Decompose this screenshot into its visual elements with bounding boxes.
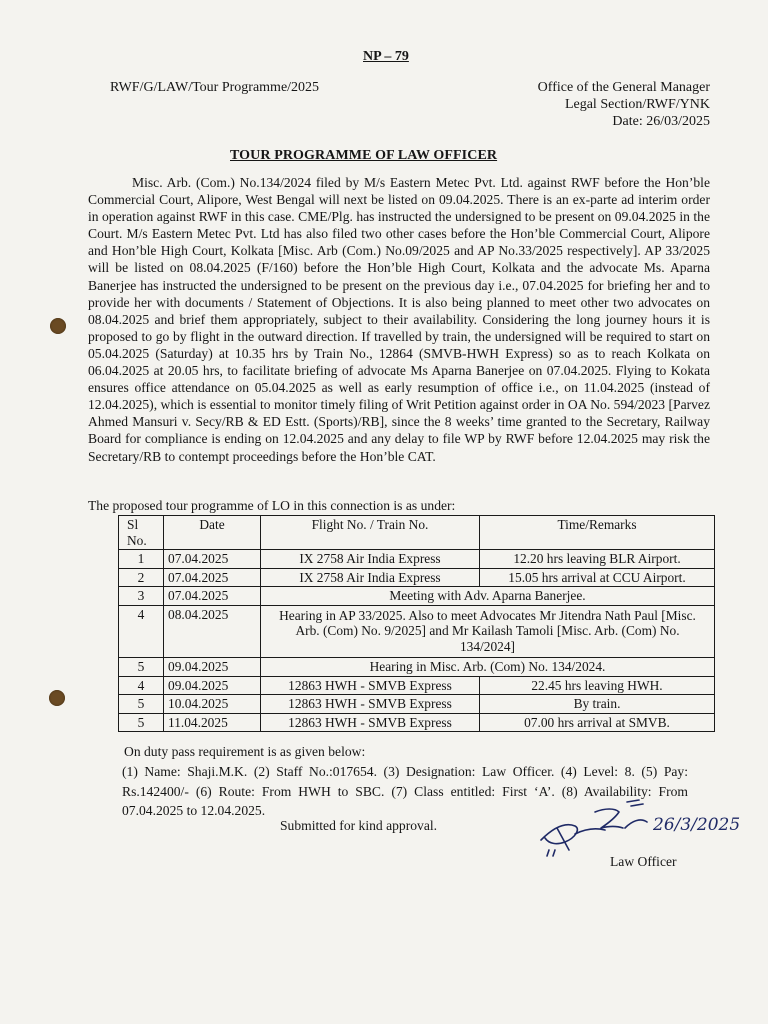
row-remarks: By train. [480, 695, 715, 714]
body-paragraph: Misc. Arb. (Com.) No.134/2024 filed by M/s Eastern Metec Pvt. Ltd. against RWF before the Hon’ble Commercial Court, Alipore, West Bengal will next be listed on 09.04.2025. There is an ex-parte ad interim order in operation against RWF in this case. CME/Plg. has instructed the undersigned to be present on 09.04.2025 in the Court. M/s Eastern Metec Pvt. Ltd has also filed two other cases before the Hon’ble Commercial Court, Alipore and Hon’ble High Court, Kolkata [Misc. Arb (Com.) No.09/2025 and AP No.33/2025 respectively]. AP 33/2025 will be listed on 08.04.2025 (F/160) before the Hon’ble High Court, Kolkata and the advocate Ms. Aparna Banerjee has instructed the undersigned to be present on the previous day i.e., 07.04.2025 for briefing her and to provide her with documents / Statement of Objections. It is also being planned to meet other two advocates on 08.04.2025 and brief them appropriately, subject to their availability. Considering the long journey hours it is proposed to go by flight in the outward direction. If travelled by train, the undersigned will be required to start on 05.04.2025 (Saturday) at 10.35 hrs by Train No., 12864 (SMVB-HWH Express) so as to reach Kolkata on 06.04.2025 at 20.05 hrs, to facilitate briefing of advocate Ms Aparna Banerjee on 07.04.2025. Flying to Kokata ensures office attendance on 05.04.2025 as well as early resumption of office i.e., on 11.04.2025 (instead of 12.04.2025), which is essential to monitor timely filing of Writ Petition against order in OA No. 594/2023 [Parvez Ahmed Mansuri v. Secy/RB & ED Estt. (Sports)/RB], since the 8 weeks’ time granted to the Secretary, Railway Board for compliance is ending on 12.04.2025 and any delay to file WP by RWF before 12.04.2025 may risk the Secretary/RB to contempt proceedings before the Hon’ble CAT. [88, 175, 710, 464]
row-sl: 5 [119, 713, 164, 732]
row-remarks: 07.00 hrs arrival at SMVB. [480, 713, 715, 732]
document-number: NP – 79 [363, 49, 409, 64]
table-intro: The proposed tour programme of LO in this connection is as under: [88, 498, 456, 513]
row-date: 08.04.2025 [164, 605, 261, 658]
row-sl: 3 [119, 587, 164, 606]
document-date: Date: 26/03/2025 [612, 114, 710, 129]
row-sl: 4 [119, 605, 164, 658]
row-flight: IX 2758 Air India Express [261, 550, 480, 569]
row-sl: 4 [119, 676, 164, 695]
row-merged-remarks: Meeting with Adv. Aparna Banerjee. [261, 587, 715, 606]
header-date: Date [164, 516, 261, 550]
table-row [119, 658, 715, 677]
header-flight: Flight No. / Train No. [261, 516, 480, 550]
table-row [119, 550, 715, 569]
row-flight: 12863 HWH - SMVB Express [261, 713, 480, 732]
office-address-block [538, 79, 710, 130]
row-remarks: 12.20 hrs leaving BLR Airport. [480, 550, 715, 569]
row-merged-remarks: Hearing in AP 33/2025. Also to meet Advocates Mr Jitendra Nath Paul [Misc. Arb. (Com) No. 9/2025] and Mr Kailash Tamoli [Misc. Arb. (Com) No. 134/2024] [261, 605, 715, 658]
row-merged-remarks: Hearing in Misc. Arb. (Com) No. 134/2024. [261, 658, 715, 677]
row-date: 09.04.2025 [164, 658, 261, 677]
table-row [119, 695, 715, 714]
row-date: 07.04.2025 [164, 587, 261, 606]
row-sl: 5 [119, 695, 164, 714]
row-date: 09.04.2025 [164, 676, 261, 695]
row-date: 11.04.2025 [164, 713, 261, 732]
row-flight: IX 2758 Air India Express [261, 568, 480, 587]
signer-designation: Law Officer [610, 854, 677, 869]
row-sl: 5 [119, 658, 164, 677]
file-reference: RWF/G/LAW/Tour Programme/2025 [110, 80, 320, 95]
row-flight: 12863 HWH - SMVB Express [261, 676, 480, 695]
table-row [119, 713, 715, 732]
tour-schedule-table [118, 515, 715, 732]
row-sl: 2 [119, 568, 164, 587]
row-date: 07.04.2025 [164, 568, 261, 587]
punch-hole [49, 690, 65, 706]
row-remarks: 15.05 hrs arrival at CCU Airport. [480, 568, 715, 587]
office-name: Office of the General Manager [537, 80, 710, 95]
office-section: Legal Section/RWF/YNK [564, 97, 710, 112]
submission-note: Submitted for kind approval. [280, 818, 438, 833]
header-sl: Sl No. [119, 516, 164, 550]
row-date: 07.04.2025 [164, 550, 261, 569]
duty-pass-heading: On duty pass requirement is as given below: [124, 744, 366, 759]
table-row [119, 605, 715, 658]
table-row [119, 568, 715, 587]
row-remarks: 22.45 hrs leaving HWH. [480, 676, 715, 695]
row-sl: 1 [119, 550, 164, 569]
row-flight: 12863 HWH - SMVB Express [261, 695, 480, 714]
document-title: TOUR PROGRAMME OF LAW OFFICER [230, 148, 498, 163]
signature-date: 26/3/2025 [653, 815, 741, 835]
table-header-row [119, 516, 715, 550]
duty-pass-details: (1) Name: Shaji.M.K. (2) Staff No.:017654. (3) Designation: Law Officer. (4) Level: 8. (5) Pay: Rs.142400/- (6) Route: From HWH to SBC. (7) Class entitled: First ‘A’. (8) Availability: From 07.04.2025 to 12.04.2025. [122, 764, 688, 818]
header-remarks: Time/Remarks [480, 516, 715, 550]
row-date: 10.04.2025 [164, 695, 261, 714]
punch-hole [50, 318, 66, 334]
table-row [119, 587, 715, 606]
table-row [119, 676, 715, 695]
